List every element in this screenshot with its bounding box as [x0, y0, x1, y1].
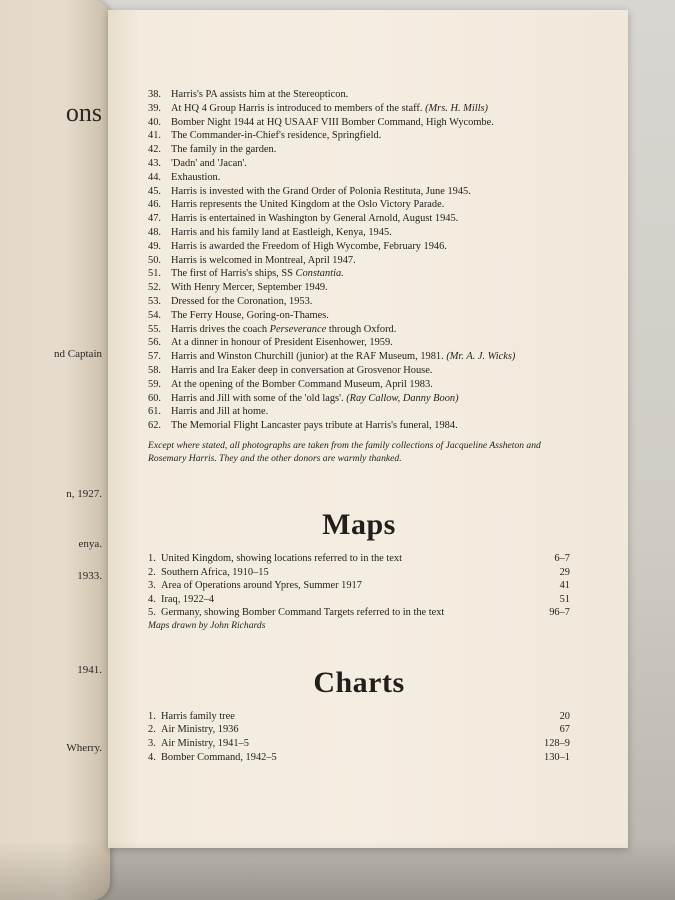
entry-number: 2. — [148, 724, 156, 736]
entry-page: 51 — [559, 593, 570, 605]
entry-title: Air Ministry, 1936 — [161, 724, 239, 736]
plate-number: 60. — [148, 392, 161, 404]
plate-number: 48. — [148, 226, 161, 238]
plate-caption: The Commander-in-Chief's residence, Springfield. — [171, 130, 382, 142]
entry-page: 6–7 — [554, 552, 570, 564]
plate-entry — [148, 129, 570, 143]
plate-caption: 'Dadn' and 'Jacan'. — [171, 157, 247, 169]
plate-caption: Dressed for the Coronation, 1953. — [171, 295, 313, 307]
plate-entry — [148, 171, 570, 185]
plate-number: 55. — [148, 323, 161, 335]
plate-entry — [148, 378, 570, 392]
plate-caption: Harris and his family land at Eastleigh, Kenya, 1945. — [171, 226, 392, 238]
plate-entry — [148, 323, 570, 337]
entry-page: 130–1 — [544, 751, 570, 763]
plate-entry — [148, 336, 570, 350]
plate-number: 62. — [148, 420, 161, 432]
entry-title: Germany, showing Bomber Command Targets referred to in the text — [161, 607, 445, 619]
left-page-fragment: ons — [65, 98, 102, 127]
entry-page: 128–9 — [544, 738, 570, 750]
plate-caption: Harris and Jill with some of the 'old lags'. — [171, 392, 344, 404]
plate-caption: At a dinner in honour of President Eisenhower, 1959. — [171, 337, 393, 349]
plate-entry — [148, 226, 570, 240]
entry-number: 4. — [148, 593, 156, 605]
plate-number: 54. — [148, 309, 161, 321]
plate-entry — [148, 143, 570, 157]
plate-number: 57. — [148, 351, 161, 363]
plate-entry — [148, 267, 570, 281]
plate-caption: The family in the garden. — [171, 144, 277, 156]
left-page-fragment: nd Captain — [54, 348, 102, 360]
plate-credit: Constantia. — [295, 268, 344, 280]
entry-title: Area of Operations around Ypres, Summer 1917 — [161, 580, 362, 592]
plate-caption: At HQ 4 Group Harris is introduced to members of the staff. — [171, 102, 423, 114]
entry-title: Air Ministry, 1941–5 — [161, 738, 249, 750]
entry-number: 2. — [148, 566, 156, 578]
entry-title: Southern Africa, 1910–15 — [161, 566, 269, 578]
plate-caption: Harris and Jill at home. — [171, 406, 269, 418]
plate-caption: Harris is invested with the Grand Order of Polonia Restituta, June 1945. — [171, 185, 471, 197]
plate-entry — [148, 295, 570, 309]
entry-page: 96–7 — [549, 607, 570, 619]
plate-caption: The Ferry House, Goring-on-Thames. — [171, 309, 329, 321]
plates-list — [148, 88, 570, 433]
plate-caption: At the opening of the Bomber Command Museum, April 1983. — [171, 378, 433, 390]
maps-entry — [148, 606, 570, 620]
plate-number: 50. — [148, 254, 161, 266]
maps-list — [148, 552, 570, 620]
entry-number: 1. — [148, 552, 156, 564]
plate-entry — [148, 116, 570, 130]
plate-number: 58. — [148, 364, 161, 376]
plate-caption-tail: through Oxford. — [326, 323, 397, 335]
plate-caption: Harris's PA assists him at the Stereopticon. — [171, 89, 349, 100]
plate-number: 42. — [148, 144, 161, 156]
plate-number: 52. — [148, 282, 161, 294]
plate-caption: Harris and Winston Churchill (junior) at the RAF Museum, 1981. — [171, 351, 444, 363]
plate-entry — [148, 350, 570, 364]
maps-heading: Maps — [322, 507, 396, 541]
entry-number: 3. — [148, 738, 156, 750]
plate-number: 40. — [148, 116, 161, 128]
plate-caption: Exhaustion. — [171, 171, 221, 183]
plate-number: 38. — [148, 89, 161, 100]
maps-entry — [148, 552, 570, 566]
left-page-fragment: enya. — [78, 538, 102, 550]
plate-credit: Perseverance — [269, 323, 327, 335]
plate-number: 39. — [148, 102, 161, 114]
entry-number: 3. — [148, 580, 156, 592]
plate-number: 49. — [148, 240, 161, 252]
entry-number: 1. — [148, 710, 156, 722]
previous-page — [0, 0, 110, 900]
table-shadow — [0, 840, 675, 900]
charts-entry — [148, 723, 570, 737]
charts-heading: Charts — [313, 665, 405, 699]
entry-page: 41 — [559, 580, 570, 592]
book-page — [108, 10, 628, 848]
plate-credit: (Ray Callow, Danny Boon) — [346, 392, 459, 404]
plate-entry — [148, 157, 570, 171]
plate-entry — [148, 185, 570, 199]
plate-entry — [148, 364, 570, 378]
plate-number: 51. — [148, 268, 161, 280]
plate-entry — [148, 102, 570, 116]
plate-entry — [148, 405, 570, 419]
maps-entry — [148, 579, 570, 593]
plate-entry — [148, 254, 570, 268]
plate-entry — [148, 392, 570, 406]
plate-credit: (Mrs. H. Mills) — [425, 102, 488, 114]
plate-caption: Harris is awarded the Freedom of High Wycombe, February 1946. — [171, 240, 447, 252]
plate-caption: The Memorial Flight Lancaster pays tribute at Harris's funeral, 1984. — [171, 420, 458, 432]
entry-title: Bomber Command, 1942–5 — [161, 751, 277, 763]
left-page-fragment: 1941. — [77, 664, 102, 676]
plate-entry — [148, 88, 570, 102]
plate-entry — [148, 419, 570, 433]
plate-number: 44. — [148, 171, 161, 183]
plate-entry — [148, 198, 570, 212]
plate-entry — [148, 212, 570, 226]
plate-entry — [148, 309, 570, 323]
plate-number: 47. — [148, 213, 161, 225]
left-page-fragment: 1933. — [77, 570, 102, 582]
entry-number: 5. — [148, 607, 156, 619]
plate-caption: Harris is welcomed in Montreal, April 1947. — [171, 254, 356, 266]
plate-number: 61. — [148, 406, 161, 418]
plate-number: 59. — [148, 378, 161, 390]
maps-credit: Maps drawn by John Richards — [148, 619, 266, 631]
maps-entry — [148, 566, 570, 580]
plate-number: 46. — [148, 199, 161, 211]
plate-caption: The first of Harris's ships, SS — [171, 268, 296, 280]
entry-page: 29 — [559, 566, 570, 578]
plate-number: 41. — [148, 130, 161, 142]
plate-number: 45. — [148, 185, 161, 197]
photo-credit-note: Except where stated, all photographs are taken from the family collections of Jacqueline Assheton and Rosemary Harris. They and the other donors are warmly thanked. — [148, 439, 541, 465]
plate-caption: Harris represents the United Kingdom at the Oslo Victory Parade. — [171, 199, 445, 211]
plate-caption: Bomber Night 1944 at HQ USAAF VIII Bomber Command, High Wycombe. — [171, 116, 494, 128]
entry-number: 4. — [148, 751, 156, 763]
plate-caption: With Henry Mercer, September 1949. — [171, 282, 328, 294]
plate-caption: Harris is entertained in Washington by General Arnold, August 1945. — [171, 213, 459, 225]
entry-title: United Kingdom, showing locations referred to in the text — [161, 552, 402, 564]
left-page-fragment: n, 1927. — [66, 488, 102, 500]
page-content — [148, 88, 570, 764]
entry-page: 67 — [559, 724, 570, 736]
left-page-fragment: Wherry. — [66, 742, 102, 754]
charts-entry — [148, 751, 570, 765]
charts-entry — [148, 710, 570, 724]
entry-page: 20 — [559, 710, 570, 722]
entry-title: Harris family tree — [161, 710, 235, 722]
plate-number: 53. — [148, 295, 161, 307]
plate-entry — [148, 240, 570, 254]
plate-number: 56. — [148, 337, 161, 349]
maps-entry — [148, 593, 570, 607]
plate-caption: Harris drives the coach — [171, 323, 270, 335]
plate-credit: (Mr. A. J. Wicks) — [446, 351, 516, 363]
plate-caption: Harris and Ira Eaker deep in conversation at Grosvenor House. — [171, 364, 433, 376]
entry-title: Iraq, 1922–4 — [161, 593, 215, 605]
plate-number: 43. — [148, 157, 161, 169]
plate-entry — [148, 281, 570, 295]
charts-list — [148, 710, 570, 764]
charts-entry — [148, 737, 570, 751]
